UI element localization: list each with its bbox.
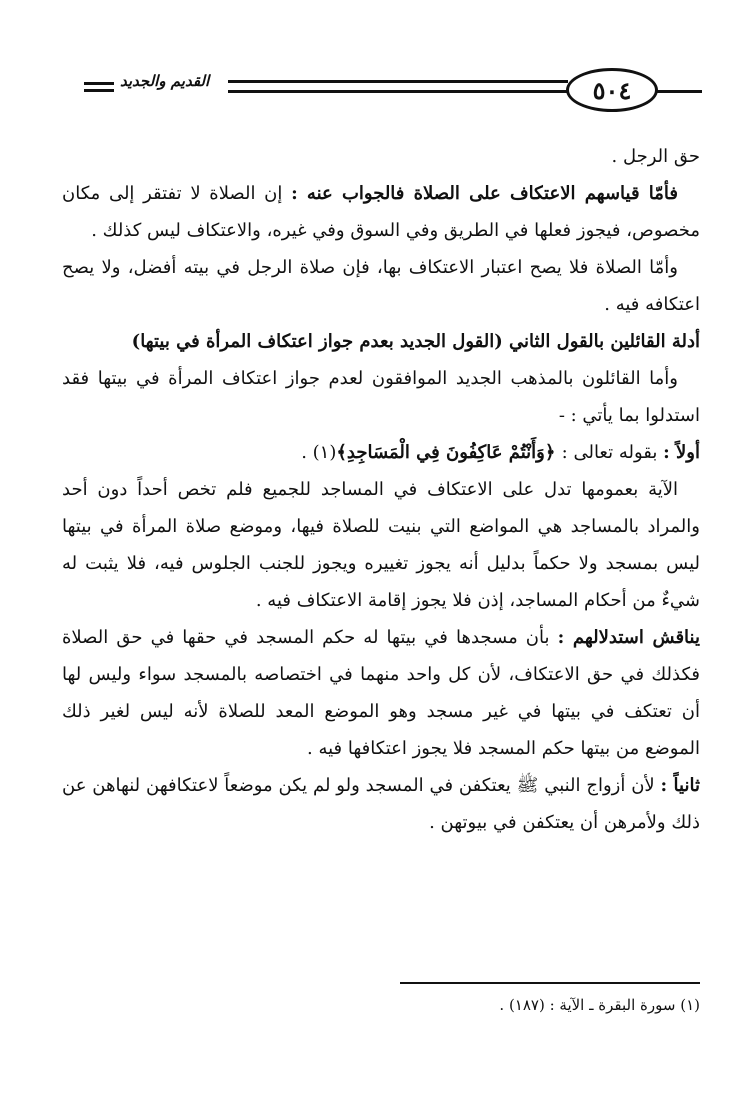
header-short-rule-bottom [84,89,114,92]
paragraph-8-text: لأن أزواج النبي ﷺ يعتكفن في المسجد ولو لم يكن موضعاً لاعتكافهن لنهاهن عن ذلك ولأمرهن أن يعتكفن في بيوتهن . [62,775,700,833]
footnote-ref: (١) . [301,442,337,463]
paragraph-7 [62,619,700,767]
section-heading: أدلة القائلين بالقول الثاني (القول الجديد بعدم جواز اعتكاف المرأة في بيتها) [131,331,700,352]
paragraph-5-text: بقوله تعالى : [561,442,664,463]
paragraph-2 [62,175,700,249]
paragraph-7-lead: يناقش استدلالهم : [557,627,700,648]
paragraph-3: وأمّا الصلاة فلا يصح اعتبار الاعتكاف بها، فإن صلاة الرجل في بيته أفضل، ولا يصح اعتكافه فيه . [62,257,700,315]
paragraph-6: الآية بعمومها تدل على الاعتكاف في المساجد للجميع فلم تخص أحداً دون أحد والمراد بالمساجد هي المواضع التي بنيت للصلاة فيها، وموضع صلاة المرأة في بيتها ليس بمسجد ولا حكماً بدليل أنه يجوز تغييره ويجوز للجنب الجلوس فيه، فلا يثبت له شيءٌ من أحكام المساجد، إذن فلا يجوز إقامة الاعتكاف فيه . [62,479,700,611]
header-rule-right [656,90,702,93]
main-text [62,138,700,841]
quran-verse: ﴿وَأَنْتُمْ عَاكِفُونَ فِي الْمَسَاجِدِ﴾ [336,442,562,463]
page-number-badge [566,68,658,112]
header-rule-bottom [228,90,568,93]
header-rule-top [228,80,568,83]
footnote: (١) سورة البقرة ـ الآية : (١٨٧) . [499,996,700,1014]
paragraph-4: وأما القائلون بالمذهب الجديد الموافقون لعدم جواز اعتكاف المرأة في بيتها فقد استدلوا بما يأتي : - [62,368,700,426]
header-short-rule-top [84,82,114,85]
footnote-separator [400,982,700,984]
page-header [0,0,755,120]
page-number: ٥٠٤ [592,75,632,105]
paragraph-5-label: أولاً : [663,442,700,463]
paragraph-5 [62,434,700,471]
paragraph-2-lead: فأمّا قياسهم الاعتكاف على الصلاة فالجواب عنه : [291,183,678,204]
paragraph-2-text: إن الصلاة لا تفتقر إلى مكان مخصوص، فيجوز فعلها في الطريق وفي السوق وفي غيره، والاعتكاف ليس كذلك . [62,183,700,241]
paragraph-8 [62,767,700,841]
running-title: القديم والجديد [120,72,210,90]
paragraph-7-text: بأن مسجدها في بيتها له حكم المسجد في حقها في حق الصلاة فكذلك في حق الاعتكاف، لأن كل واحد منهما في اختصاصه بالمسجد سواء وليس لها أن تعتكف في بيتها في غير مسجد وهو الموضع المعد للصلاة لأنه ليس لغير ذلك الموضع من بيتها حكم المسجد فلا يجوز اعتكافها فيه . [62,627,700,759]
paragraph-1: حق الرجل . [611,146,700,167]
paragraph-8-label: ثانياً : [660,775,700,796]
